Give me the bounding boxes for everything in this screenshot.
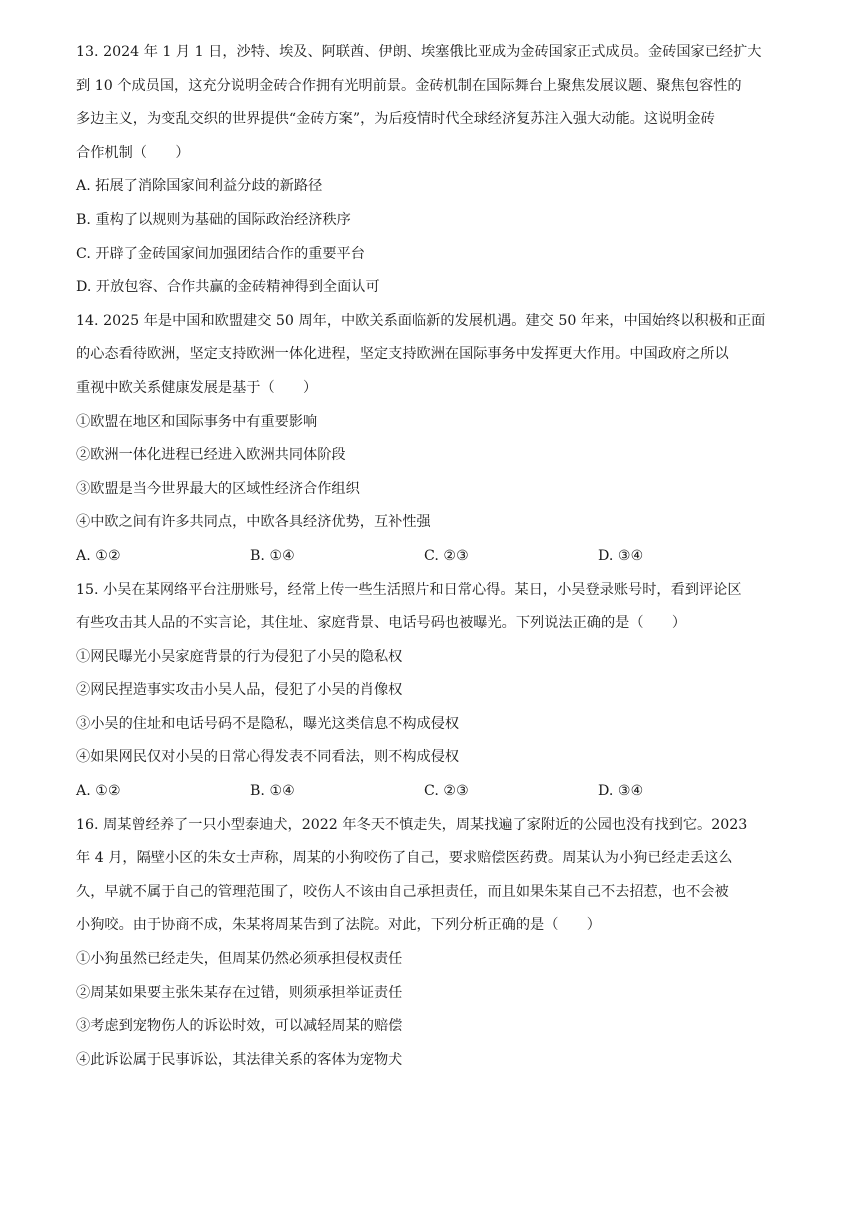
option-b: B. ①④: [250, 783, 295, 800]
statement-item-4: ④此诉讼属于民事诉讼，其法律关系的客体为宠物犬: [76, 1051, 403, 1068]
question-stem-line: 有些攻击其人品的不实言论，其住址、家庭背景、电话号码也被曝光。下列说法正确的是（ ）: [76, 615, 687, 632]
options-row: [76, 775, 790, 809]
question-stem-line: 的心态看待欧洲，坚定支持欧洲一体化进程，坚定支持欧洲在国际事务中发挥更大作用。中国政府之所以: [76, 346, 729, 363]
question-16: [76, 809, 790, 1078]
question-13: [76, 36, 790, 305]
option-d: D. 开放包容、合作共赢的金砖精神得到全面认可: [76, 279, 380, 296]
statement-item-3: ③欧盟是当今世界最大的区域性经济合作组织: [76, 480, 360, 497]
statement-item-3: ③考虑到宠物伤人的诉讼时效，可以减轻周某的赔偿: [76, 1018, 403, 1035]
option-a: A. 拓展了消除国家间利益分歧的新路径: [76, 178, 323, 195]
question-stem-line: 合作机制（ ）: [76, 144, 190, 161]
question-15: [76, 574, 790, 809]
statement-item-2: ②网民捏造事实攻击小吴人品，侵犯了小吴的肖像权: [76, 682, 403, 699]
option-c: C. 开辟了金砖国家间加强团结合作的重要平台: [76, 245, 365, 262]
statement-item-2: ②欧洲一体化进程已经进入欧洲共同体阶段: [76, 447, 346, 464]
statement-item-4: ④中欧之间有许多共同点，中欧各具经济优势，互补性强: [76, 514, 431, 531]
options-row: [76, 540, 790, 574]
option-c: C. ②③: [424, 547, 469, 564]
option-d: D. ③④: [598, 783, 644, 800]
question-stem-line: 15. 小吴在某网络平台注册账号，经常上传一些生活照片和日常心得。某日，小吴登录账号时，看到评论区: [76, 581, 742, 598]
statement-item-1: ①小狗虽然已经走失，但周某仍然必须承担侵权责任: [76, 951, 403, 968]
question-stem-line: 小狗咬。由于协商不成，朱某将周某告到了法院。对此，下列分析正确的是（ ）: [76, 917, 601, 934]
question-stem-line: 年 4 月，隔壁小区的朱女士声称，周某的小狗咬伤了自己，要求赔偿医药费。周某认为小狗已经走丢这么: [76, 850, 733, 867]
question-stem-line: 14. 2025 年是中国和欧盟建交 50 周年，中欧关系面临新的发展机遇。建交 50 年来，中国始终以积极和正面: [76, 312, 766, 329]
option-a: A. ①②: [76, 783, 121, 800]
option-b: B. 重构了以规则为基础的国际政治经济秩序: [76, 211, 351, 228]
question-stem-line: 重视中欧关系健康发展是基于（ ）: [76, 379, 318, 396]
statement-item-2: ②周某如果要主张朱某存在过错，则须承担举证责任: [76, 984, 403, 1001]
statement-item-1: ①欧盟在地区和国际事务中有重要影响: [76, 413, 318, 430]
statement-item-1: ①网民曝光小吴家庭背景的行为侵犯了小吴的隐私权: [76, 648, 403, 665]
option-c: C. ②③: [424, 783, 469, 800]
option-d: D. ③④: [598, 547, 644, 564]
statement-item-4: ④如果网民仅对小吴的日常心得发表不同看法，则不构成侵权: [76, 749, 460, 766]
question-stem-line: 多边主义，为变乱交织的世界提供“金砖方案”，为后疫情时代全球经济复苏注入强大动能。这说明金砖: [76, 111, 715, 128]
statement-item-3: ③小吴的住址和电话号码不是隐私，曝光这类信息不构成侵权: [76, 715, 460, 732]
question-stem-line: 13. 2024 年 1 月 1 日，沙特、埃及、阿联酋、伊朗、埃塞俄比亚成为金砖国家正式成员。金砖国家已经扩大: [76, 44, 762, 60]
question-stem-line: 16. 周某曾经养了一只小型泰迪犬，2022 年冬天不慎走失，周某找遍了家附近的公园也没有找到它。2023: [76, 816, 748, 833]
question-stem-line: 久，早就不属于自己的管理范围了，咬伤人不该由自己承担责任，而且如果朱某自己不去招惹，也不会被: [76, 883, 729, 900]
question-14: [76, 305, 790, 574]
option-b: B. ①④: [250, 547, 295, 564]
option-a: A. ①②: [76, 547, 121, 564]
question-stem-line: 到 10 个成员国，这充分说明金砖合作拥有光明前景。金砖机制在国际舞台上聚焦发展议题、聚焦包容性的: [76, 77, 742, 94]
